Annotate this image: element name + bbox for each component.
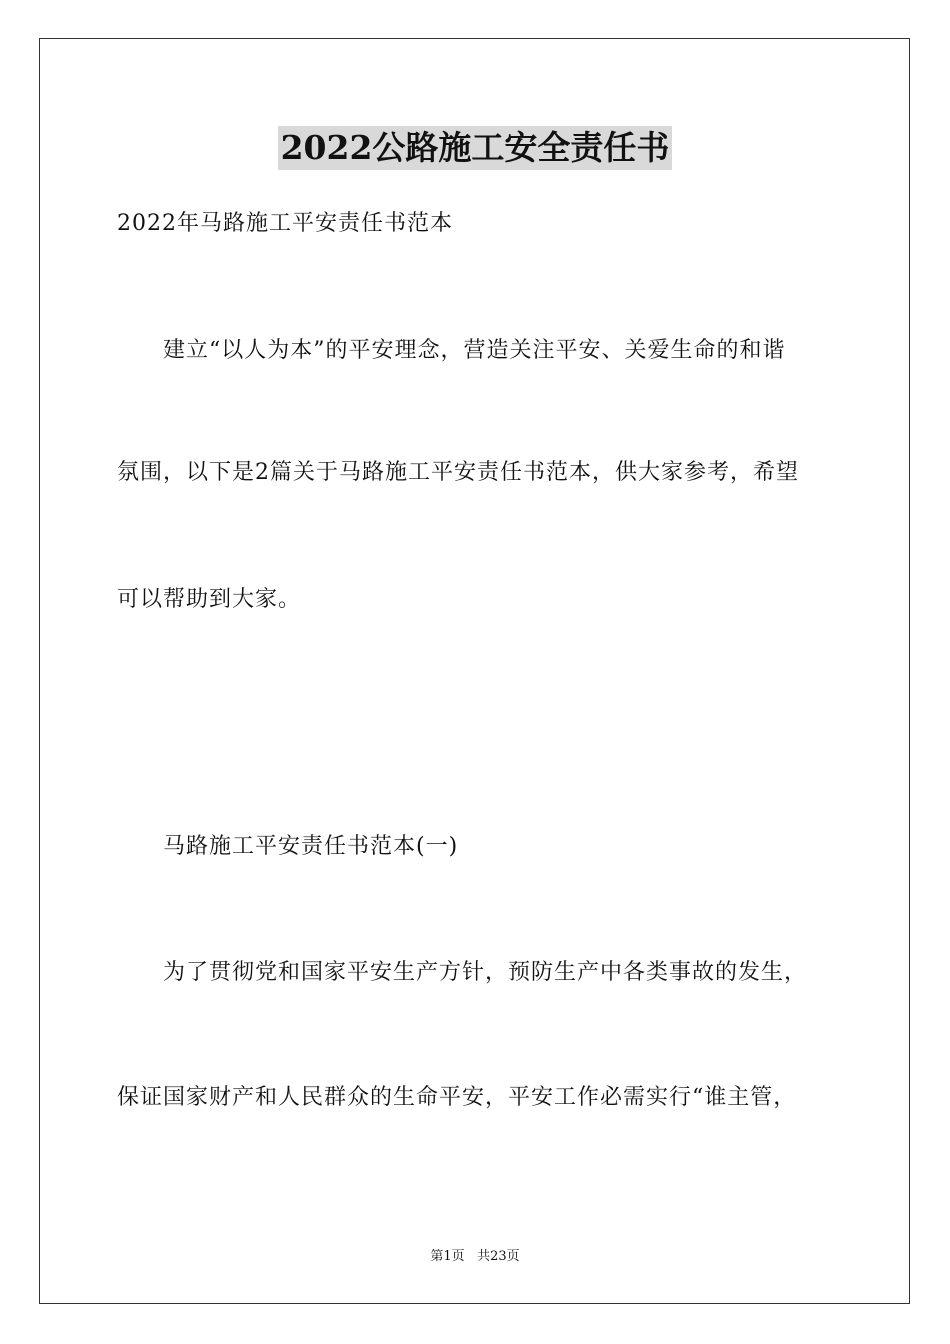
footer-spacer bbox=[465, 1249, 477, 1264]
document-subtitle: 2022年马路施工平安责任书范本 bbox=[117, 211, 453, 236]
paragraph-line: 保证国家财产和人民群众的生命平安，平安工作必需实行“谁主管， bbox=[117, 1085, 797, 1110]
title-container bbox=[0, 126, 950, 170]
paragraph-line: 建立“以人为本”的平安理念，营造关注平安、关爱生命的和谐 bbox=[163, 338, 786, 363]
paragraph-line: 可以帮助到大家。 bbox=[117, 587, 302, 612]
section-heading: 马路施工平安责任书范本(一) bbox=[163, 834, 459, 859]
paragraph-line: 氛围，以下是2篇关于马路施工平安责任书范本，供大家参考，希望 bbox=[117, 460, 799, 485]
total-pages: 共23页 bbox=[477, 1249, 520, 1264]
page-number: 第1页 bbox=[430, 1249, 465, 1264]
document-title: 2022公路施工安全责任书 bbox=[278, 126, 673, 170]
page-footer bbox=[0, 1248, 950, 1266]
paragraph-line: 为了贯彻党和国家平安生产方针，预防生产中各类事故的发生， bbox=[163, 960, 808, 985]
